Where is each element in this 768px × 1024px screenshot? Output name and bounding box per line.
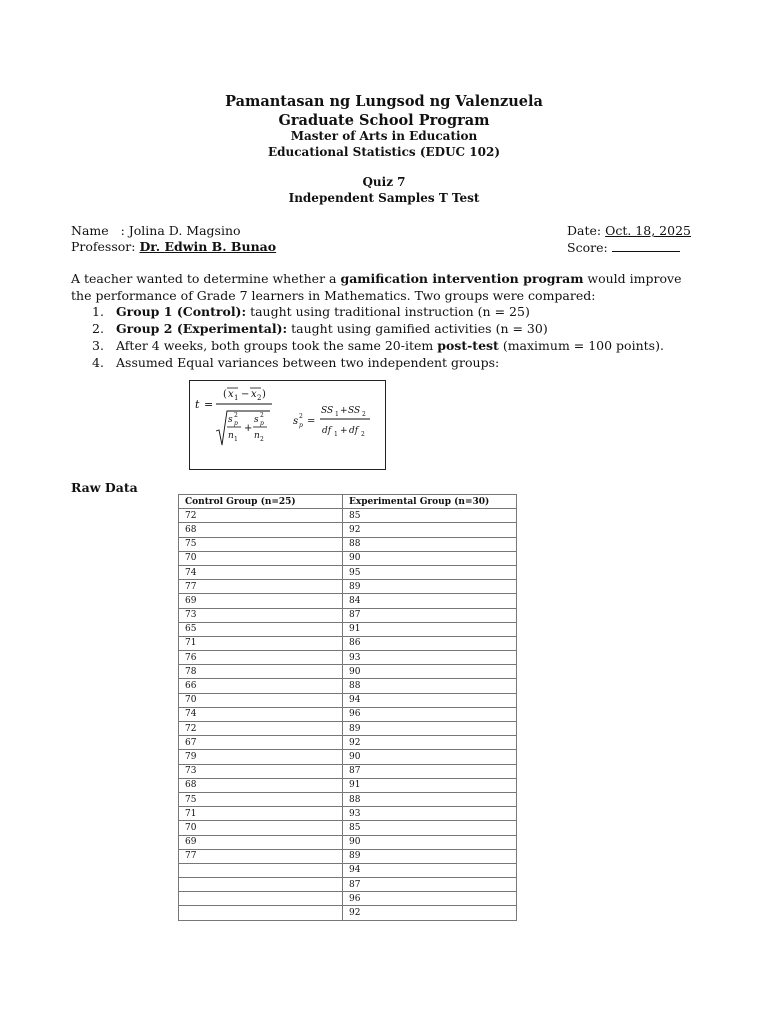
name-value: : Jolina D. Magsino bbox=[120, 223, 241, 238]
date-value: Oct. 18, 2025 bbox=[605, 223, 691, 238]
list-item bbox=[92, 320, 664, 337]
svg-text:df: df bbox=[322, 426, 332, 436]
experimental-cell: 92 bbox=[343, 906, 517, 920]
control-cell: 71 bbox=[179, 807, 343, 821]
experimental-cell: 93 bbox=[343, 651, 517, 665]
intro-bold: gamification intervention program bbox=[340, 271, 584, 286]
program-name: Graduate School Program bbox=[278, 112, 490, 129]
svg-text:): ) bbox=[262, 389, 266, 400]
svg-text:(: ( bbox=[223, 389, 227, 400]
table-row bbox=[179, 835, 517, 849]
table-row bbox=[179, 892, 517, 906]
list-number: 1. bbox=[92, 304, 104, 319]
svg-text:2: 2 bbox=[260, 436, 264, 443]
svg-text:−: − bbox=[241, 389, 250, 400]
control-cell: 75 bbox=[179, 792, 343, 806]
table-row bbox=[179, 750, 517, 764]
svg-text:1: 1 bbox=[234, 436, 238, 443]
table-row bbox=[179, 792, 517, 806]
score-label: Score: bbox=[567, 240, 608, 255]
svg-text:2: 2 bbox=[362, 411, 366, 418]
svg-text:df: df bbox=[349, 426, 359, 436]
experimental-cell: 94 bbox=[343, 693, 517, 707]
control-cell: 79 bbox=[179, 750, 343, 764]
table-row bbox=[179, 537, 517, 551]
svg-text:SS: SS bbox=[348, 406, 361, 416]
formula-image bbox=[189, 380, 386, 470]
table-row bbox=[179, 821, 517, 835]
list-item bbox=[92, 354, 664, 371]
list-item bbox=[92, 337, 664, 354]
svg-text:+: + bbox=[244, 423, 253, 434]
professor-label: Professor: bbox=[71, 239, 136, 254]
experimental-cell: 90 bbox=[343, 551, 517, 565]
control-cell: 74 bbox=[179, 707, 343, 721]
experimental-cell: 90 bbox=[343, 835, 517, 849]
date-label: Date: bbox=[567, 223, 602, 238]
list-item bbox=[92, 303, 664, 320]
score-blank bbox=[612, 239, 680, 252]
table-row bbox=[179, 693, 517, 707]
control-cell: 77 bbox=[179, 849, 343, 863]
table-row bbox=[179, 679, 517, 693]
control-cell: 78 bbox=[179, 665, 343, 679]
svg-text:SS: SS bbox=[321, 406, 334, 416]
svg-text:t: t bbox=[195, 398, 200, 411]
experimental-cell: 88 bbox=[343, 537, 517, 551]
list-text: Assumed Equal variances between two independent groups: bbox=[116, 355, 500, 370]
table-row bbox=[179, 707, 517, 721]
experimental-cell: 84 bbox=[343, 594, 517, 608]
table-row bbox=[179, 580, 517, 594]
item-list bbox=[92, 303, 664, 371]
list-number: 4. bbox=[92, 355, 104, 370]
table-header-row bbox=[179, 495, 517, 509]
control-cell: 74 bbox=[179, 565, 343, 579]
table-row bbox=[179, 778, 517, 792]
control-cell: 77 bbox=[179, 580, 343, 594]
control-cell: 73 bbox=[179, 608, 343, 622]
quiz-title: Quiz 7 bbox=[362, 175, 406, 189]
svg-text:+: + bbox=[340, 406, 348, 416]
svg-text:1: 1 bbox=[334, 431, 338, 438]
control-header: Control Group (n=25) bbox=[179, 495, 343, 509]
control-cell: 75 bbox=[179, 537, 343, 551]
control-cell: 70 bbox=[179, 693, 343, 707]
experimental-header: Experimental Group (n=30) bbox=[343, 495, 517, 509]
control-cell bbox=[179, 906, 343, 920]
table-row bbox=[179, 849, 517, 863]
table-row bbox=[179, 565, 517, 579]
experimental-cell: 85 bbox=[343, 821, 517, 835]
list-text: taught using traditional instruction (n = 25) bbox=[246, 304, 530, 319]
control-cell bbox=[179, 878, 343, 892]
control-cell: 67 bbox=[179, 736, 343, 750]
experimental-cell: 92 bbox=[343, 736, 517, 750]
svg-text:2: 2 bbox=[257, 394, 262, 402]
svg-text:s: s bbox=[254, 415, 259, 425]
control-cell: 70 bbox=[179, 821, 343, 835]
experimental-cell: 96 bbox=[343, 892, 517, 906]
control-cell bbox=[179, 892, 343, 906]
control-cell: 68 bbox=[179, 778, 343, 792]
raw-data-title: Raw Data bbox=[71, 480, 138, 495]
list-number: 3. bbox=[92, 338, 104, 353]
experimental-cell: 87 bbox=[343, 764, 517, 778]
control-cell: 72 bbox=[179, 509, 343, 523]
intro-paragraph bbox=[71, 270, 701, 304]
list-bold: post-test bbox=[437, 338, 499, 353]
experimental-cell: 90 bbox=[343, 750, 517, 764]
experimental-cell: 91 bbox=[343, 778, 517, 792]
svg-text:x: x bbox=[228, 389, 234, 400]
intro-text-1: A teacher wanted to determine whether a bbox=[71, 271, 341, 286]
table-row bbox=[179, 906, 517, 920]
svg-text:2: 2 bbox=[260, 412, 264, 419]
control-cell: 72 bbox=[179, 722, 343, 736]
experimental-cell: 90 bbox=[343, 665, 517, 679]
table-row bbox=[179, 651, 517, 665]
svg-text:=: = bbox=[204, 398, 214, 411]
experimental-cell: 86 bbox=[343, 636, 517, 650]
table-row bbox=[179, 551, 517, 565]
control-cell: 73 bbox=[179, 764, 343, 778]
control-cell: 71 bbox=[179, 636, 343, 650]
table-row bbox=[179, 878, 517, 892]
table-row bbox=[179, 594, 517, 608]
university-name: Pamantasan ng Lungsod ng Valenzuela bbox=[225, 93, 543, 110]
experimental-cell: 89 bbox=[343, 849, 517, 863]
professor-value: Dr. Edwin B. Bunao bbox=[139, 239, 277, 254]
control-cell: 65 bbox=[179, 622, 343, 636]
table-row bbox=[179, 622, 517, 636]
list-bold: Group 2 (Experimental): bbox=[116, 321, 288, 336]
degree-name: Master of Arts in Education bbox=[290, 129, 478, 143]
svg-text:s: s bbox=[228, 415, 233, 425]
svg-text:2: 2 bbox=[299, 413, 303, 420]
control-cell: 69 bbox=[179, 835, 343, 849]
svg-text:s: s bbox=[293, 416, 299, 427]
svg-text:n: n bbox=[254, 431, 260, 441]
table-row bbox=[179, 863, 517, 877]
list-text: taught using gamified activities (n = 30) bbox=[287, 321, 548, 336]
list-number: 2. bbox=[92, 321, 104, 336]
svg-text:+: + bbox=[340, 426, 348, 436]
experimental-cell: 87 bbox=[343, 608, 517, 622]
score-line bbox=[567, 239, 680, 255]
experimental-cell: 93 bbox=[343, 807, 517, 821]
experimental-cell: 89 bbox=[343, 580, 517, 594]
experimental-cell: 85 bbox=[343, 509, 517, 523]
svg-text:1: 1 bbox=[234, 394, 239, 402]
control-cell: 70 bbox=[179, 551, 343, 565]
list-bold: Group 1 (Control): bbox=[116, 304, 247, 319]
table-row bbox=[179, 665, 517, 679]
experimental-cell: 89 bbox=[343, 722, 517, 736]
svg-text:p: p bbox=[234, 420, 238, 427]
list-text: After 4 weeks, both groups took the same 20-item bbox=[116, 338, 438, 353]
table-row bbox=[179, 509, 517, 523]
list-text: (maximum = 100 points). bbox=[498, 338, 664, 353]
svg-text:1: 1 bbox=[335, 411, 339, 418]
control-cell: 68 bbox=[179, 523, 343, 537]
experimental-cell: 91 bbox=[343, 622, 517, 636]
table-row bbox=[179, 722, 517, 736]
control-cell bbox=[179, 863, 343, 877]
experimental-cell: 92 bbox=[343, 523, 517, 537]
experimental-cell: 96 bbox=[343, 707, 517, 721]
quiz-topic: Independent Samples T Test bbox=[288, 191, 480, 205]
table-row bbox=[179, 807, 517, 821]
svg-text:p: p bbox=[299, 422, 303, 429]
table-row bbox=[179, 608, 517, 622]
svg-text:=: = bbox=[307, 416, 316, 427]
svg-text:x: x bbox=[251, 389, 257, 400]
course-name: Educational Statistics (EDUC 102) bbox=[267, 145, 501, 159]
svg-text:2: 2 bbox=[361, 431, 365, 438]
experimental-cell: 87 bbox=[343, 878, 517, 892]
name-line bbox=[71, 223, 241, 238]
table-row bbox=[179, 764, 517, 778]
svg-text:n: n bbox=[228, 431, 234, 441]
svg-text:2: 2 bbox=[234, 412, 238, 419]
experimental-cell: 94 bbox=[343, 863, 517, 877]
table-row bbox=[179, 636, 517, 650]
experimental-cell: 95 bbox=[343, 565, 517, 579]
intro-text-2: would improve the performance of Grade 7 learners in Mathematics. Two groups were compared: bbox=[71, 271, 682, 303]
date-line bbox=[567, 223, 691, 238]
control-cell: 76 bbox=[179, 651, 343, 665]
table-row bbox=[179, 736, 517, 750]
professor-line bbox=[71, 239, 276, 254]
experimental-cell: 88 bbox=[343, 679, 517, 693]
control-cell: 69 bbox=[179, 594, 343, 608]
control-cell: 66 bbox=[179, 679, 343, 693]
experimental-cell: 88 bbox=[343, 792, 517, 806]
name-label: Name bbox=[71, 223, 109, 238]
table-row bbox=[179, 523, 517, 537]
raw-data-table bbox=[178, 494, 517, 921]
svg-text:p: p bbox=[260, 420, 264, 427]
raw-data-body bbox=[179, 509, 517, 920]
